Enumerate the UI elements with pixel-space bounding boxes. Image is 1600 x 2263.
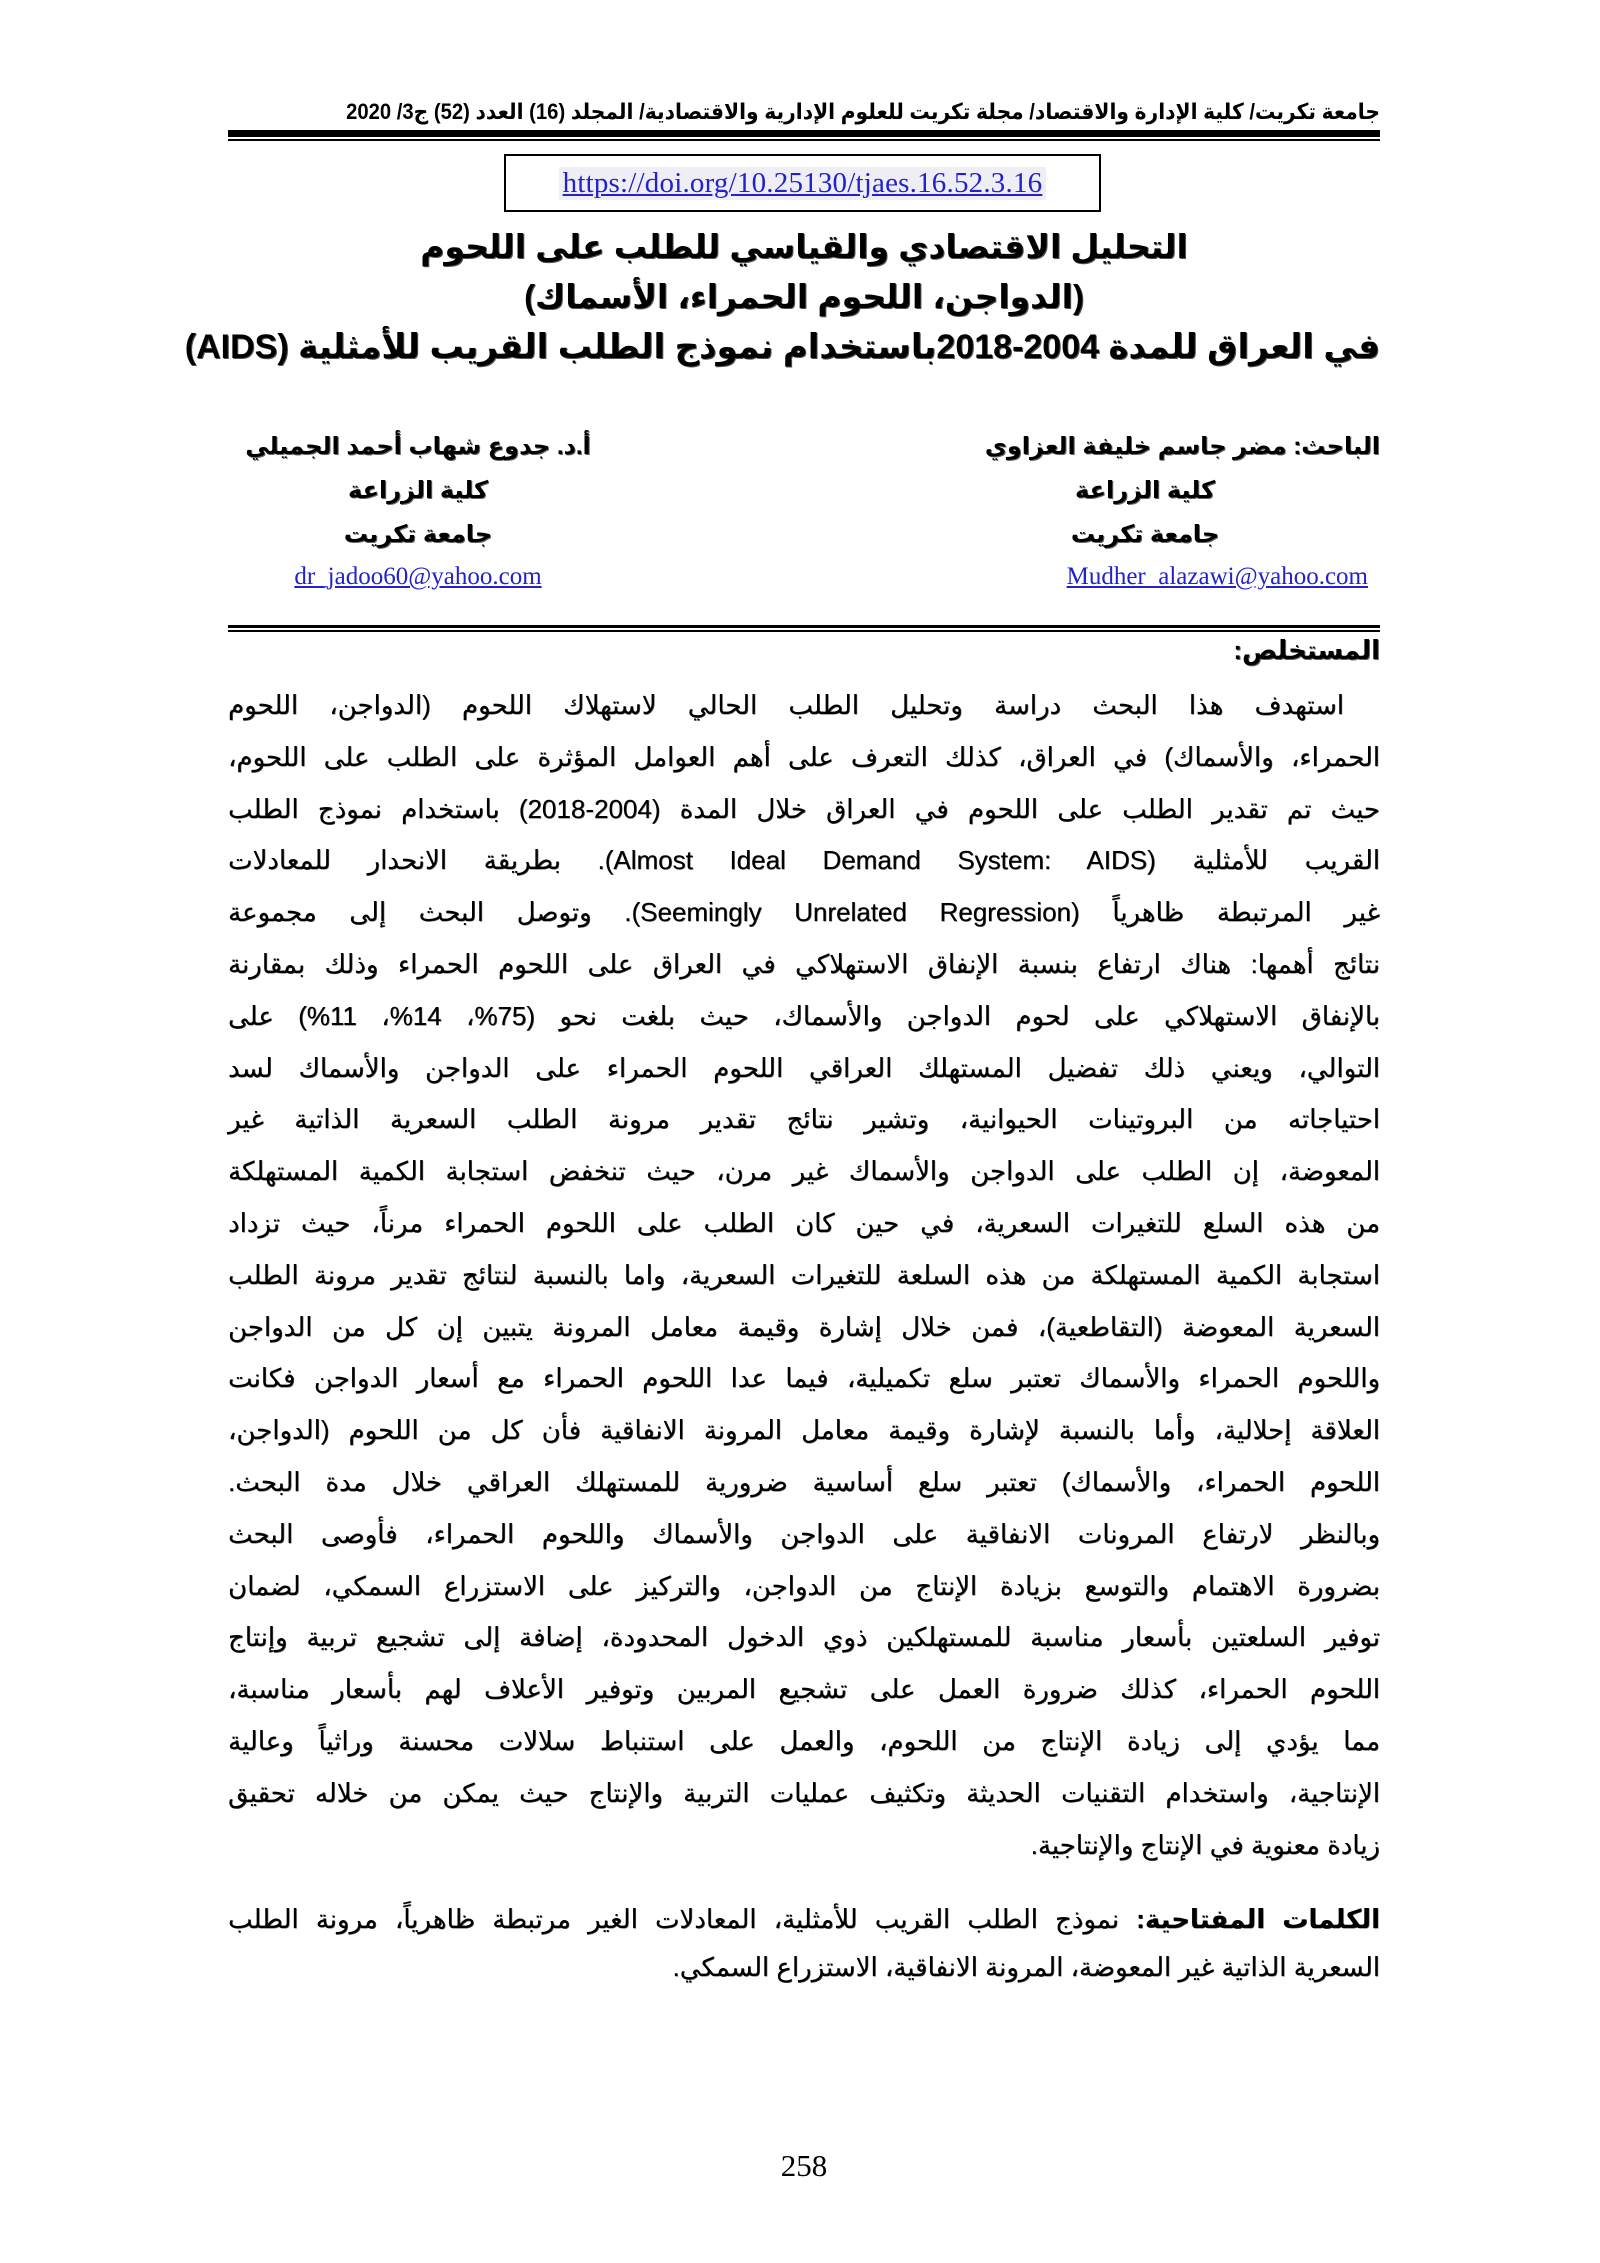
- author-college: كلية الزراعة: [348, 477, 488, 504]
- abstract-line: السعرية المعوضة (التقاطعية)، فمن خلال إشارة وقيمة معامل المرونة يتبين إن كل من الدواجن: [228, 1311, 1380, 1342]
- abstract-line: العلاقة إحلالية، وأما بالنسبة لإشارة وقيمة معامل المرونة الانفاقية فأن كل من اللحوم (الدواجن،: [228, 1415, 1380, 1446]
- abstract-line: توفير السلعتين بأسعار مناسبة للمستهلكين ذوي الدخول المحدودة، إضافة إلى تشجيع تربية وإنتاج: [228, 1622, 1380, 1653]
- keywords-block: [228, 1895, 1380, 1991]
- abstract-body: [228, 680, 1380, 1871]
- running-header: جامعة تكريت/ كلية الإدارة والاقتصاد/ مجلة تكريت للعلوم الإدارية والاقتصادية/ المجلد (16) العدد (52) ج3/ 2020: [346, 99, 1380, 124]
- abstract-line: اللحوم الحمراء، كذلك ضرورة العمل على تشجيع المربين وتوفير الأعلاف لهم بأسعار مناسبة،: [228, 1674, 1380, 1705]
- author-name: أ.د. جدوع شهاب أحمد الجميلي: [245, 433, 591, 460]
- abstract-line: الحمراء، والأسماك) في العراق، كذلك التعرف على أهم العوامل المؤثرة على الطلب على اللحوم،: [228, 741, 1380, 772]
- author-name: الباحث: مضر جاسم خليفة العزاوي: [984, 433, 1380, 460]
- keywords-line-1: [228, 1895, 1380, 1943]
- abstract-line: غير المرتبطة ظاهرياً (Seemingly Unrelated Regression). وتوصل البحث إلى مجموعة: [228, 897, 1381, 928]
- authors-block: [228, 425, 1380, 625]
- title-line-2: (الدواجن، اللحوم الحمراء، الأسماك): [524, 278, 1084, 315]
- header-rule: [228, 130, 1380, 141]
- abstract-line: التوالي، ويعني ذلك تفضيل المستهلك العراقي اللحوم الحمراء على الدواجن والأسماك لسد: [228, 1052, 1380, 1083]
- author-1: [910, 425, 1380, 597]
- title-line-3: في العراق للمدة 2004-2018باستخدام نموذج الطلب القريب للأمثلية (AIDS): [184, 328, 1380, 366]
- abstract-line: بضرورة الاهتمام والتوسع بزيادة الإنتاج من الدواجن، والتركيز على الاستزراع السمكي، لضمان: [228, 1570, 1380, 1601]
- keywords-label: الكلمات المفتاحية:: [1136, 1904, 1380, 1934]
- abstract-line: زيادة معنوية في الإنتاج والإنتاجية.: [1030, 1829, 1380, 1860]
- abstract-line: اللحوم الحمراء، والأسماك) تعتبر سلع أساسية ضرورية للمستهلك العراقي خلال مدة البحث.: [228, 1466, 1380, 1497]
- author-email-link[interactable]: Mudher_alazawi@yahoo.com: [1066, 563, 1368, 590]
- abstract-line: من هذه السلع للتغيرات السعرية، في حين كان الطلب على اللحوم الحمراء مرناً، حيث تزداد: [228, 1207, 1380, 1238]
- author-university: جامعة تكريت: [1070, 521, 1220, 548]
- abstract-line: استهدف هذا البحث دراسة وتحليل الطلب الحالي لاستهلاك اللحوم (الدواجن، اللحوم: [228, 690, 1344, 720]
- keywords-line-2: السعرية الذاتية غير المعوضة، المرونة الانفاقية، الاستزراع السمكي.: [672, 1952, 1380, 1982]
- author-2: [228, 425, 608, 597]
- title-line-1: التحليل الاقتصادي والقياسي للطلب على اللحوم: [420, 228, 1188, 265]
- abstract-line: المعوضة، إن الطلب على الدواجن والأسماك غير مرن، حيث تنخفض استجابة الكمية المستهلكة: [228, 1156, 1380, 1187]
- section-divider: [228, 625, 1380, 632]
- abstract-line: استجابة الكمية المستهلكة من هذه السلعة للتغيرات السعرية، واما بالنسبة لنتائج تقدير مرونة الطلب: [228, 1259, 1380, 1290]
- doi-box: [504, 154, 1101, 212]
- doi-link[interactable]: https://doi.org/10.25130/tjaes.16.52.3.16: [559, 167, 1047, 200]
- abstract-line: بالإنفاق الاستهلاكي على لحوم الدواجن والأسماك، حيث بلغت نحو (75%، 14%، 11%) على: [228, 1000, 1381, 1031]
- abstract-line: مما يؤدي إلى زيادة الإنتاج من اللحوم، والعمل على استنباط سلالات محسنة وراثياً وعالية: [228, 1725, 1380, 1756]
- author-email-link[interactable]: dr_jadoo60@yahoo.com: [294, 563, 542, 590]
- keywords-text: نموذج الطلب القريب للأمثلية، المعادلات الغير مرتبطة ظاهرياً، مرونة الطلب: [228, 1904, 1137, 1934]
- abstract-line: حيث تم تقدير الطلب على اللحوم في العراق خلال المدة (2004-2018) باستخدام نموذج الطلب: [228, 793, 1380, 824]
- abstract-line: احتياجاته من البروتينات الحيوانية، وتشير نتائج تقدير مرونة الطلب السعرية الذاتية غير: [228, 1104, 1381, 1135]
- paper-title: [184, 222, 1380, 372]
- page-number: 258: [780, 2148, 828, 2183]
- abstract-line: واللحوم الحمراء والأسماك تعتبر سلع تكميلية، فيما عدا اللحوم الحمراء مع أسعار الدواجن فكانت: [228, 1363, 1380, 1394]
- abstract-line: الإنتاجية، واستخدام التقنيات الحديثة وتكثيف عمليات التربية والإنتاج حيث يمكن من خلاله تحقيق: [228, 1777, 1380, 1808]
- author-college: كلية الزراعة: [1075, 477, 1215, 504]
- abstract-line: نتائج أهمها: هناك ارتفاع بنسبة الإنفاق الاستهلاكي في العراق على اللحوم الحمراء وذلك بمقارنة: [228, 948, 1380, 979]
- abstract-line: القريب للأمثلية (Almost Ideal Demand System: AIDS). بطريقة الانحدار للمعادلات: [228, 845, 1381, 876]
- abstract-heading: المستخلص:: [1233, 635, 1380, 665]
- abstract-line: وبالنظر لارتفاع المرونات الانفاقية على الدواجن والأسماك واللحوم الحمراء، فأوصى البحث: [228, 1518, 1380, 1549]
- author-university: جامعة تكريت: [343, 521, 493, 548]
